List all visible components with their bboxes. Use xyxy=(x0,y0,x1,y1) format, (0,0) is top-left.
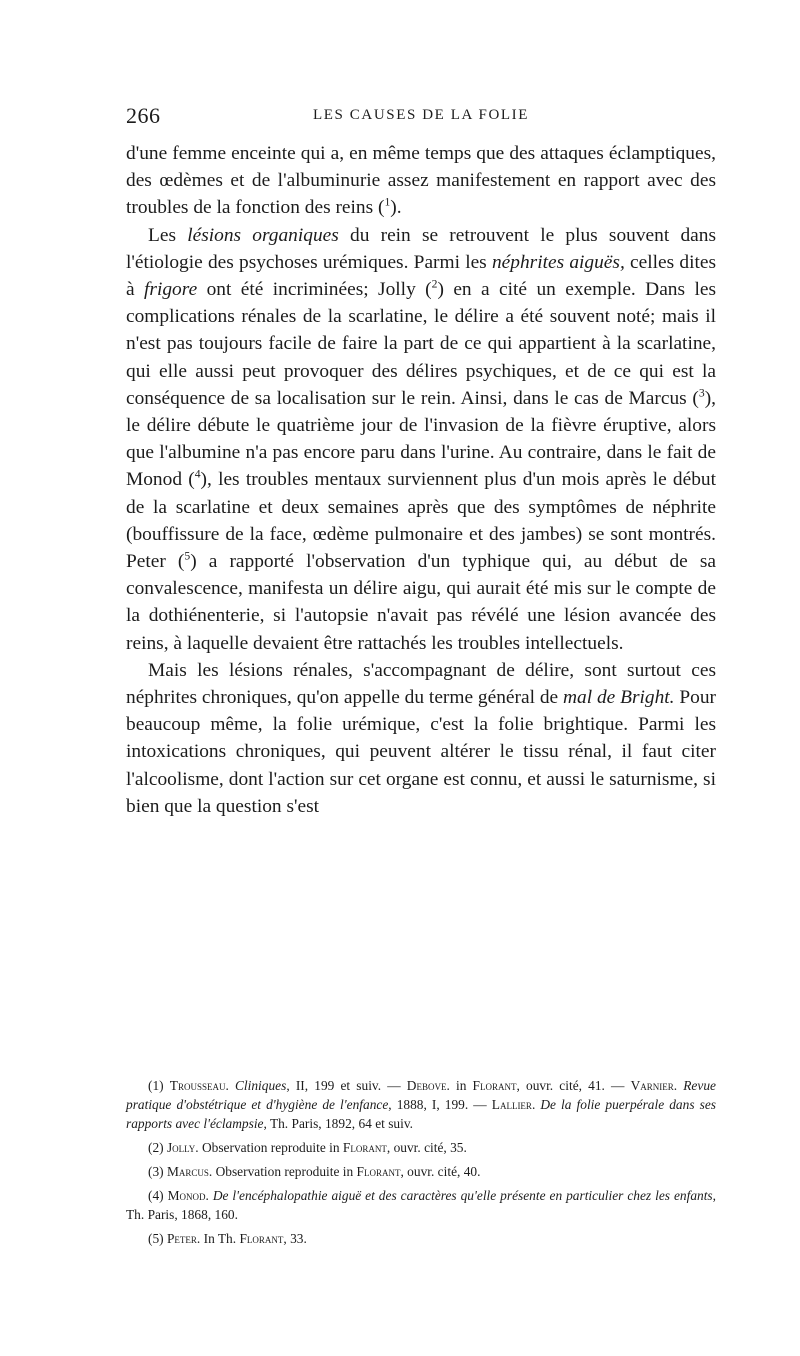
text-run: d'une femme enceinte qui a, en même temps que des attaques éclamptiques, des œdèmes et de l'albuminurie assez manifestement en rapport avec des troubles de la fonction des reins ( xyxy=(126,143,716,219)
emphasis: mal de Bright. xyxy=(563,687,675,709)
text-run: Pour beaucoup même, la folie urémique, c'est la folie brightique. Parmi les intoxications chroniques, qui peuvent altérer le tissu rénal, il faut citer l'alcoolisme, dont l'action sur cet organe est connu, et aussi le saturnisme, si bien que la question s'est xyxy=(126,687,717,817)
work-title: Revue pratique d'obstétrique et d'hygiène de l'enfance xyxy=(126,1078,716,1112)
author-name: Marcus xyxy=(166,1164,209,1179)
footnote-ref-4: 4 xyxy=(194,467,201,481)
text-run: , Th. Paris, 1868, 160. xyxy=(126,1188,716,1222)
author-name: Jolly xyxy=(166,1140,196,1155)
text-run: ), le délire débute le quatrième jour de l'invasion de la fièvre éruptive, alors que l'albumine n'a pas encore paru dans l'urine. Au contraire, dans le fait de Monod ( xyxy=(126,387,716,491)
footnote-number: (2) xyxy=(148,1140,167,1155)
running-title: LES CAUSES DE LA FOLIE xyxy=(312,107,530,123)
author-name: Peter xyxy=(166,1231,197,1246)
author-name: Trousseau xyxy=(169,1078,226,1093)
text-run: . In Th. xyxy=(196,1231,240,1246)
footnotes xyxy=(126,1076,716,1248)
author-name: Debove xyxy=(406,1078,447,1093)
text-run: ) en a cité un exemple. Dans les complications rénales de la scarlatine, le délire a été souvent noté; mais il n'est pas toujours facile de faire la part de ce qui appartient à la scarlatine, qui elle aussi peut provoquer des délires psychiques, et de ce qui est la conséquence de sa localisation sur le rein. Ainsi, dans le cas de Marcus ( xyxy=(126,279,716,409)
author-name: Lallier xyxy=(491,1097,532,1112)
work-title: Cliniques xyxy=(234,1078,287,1093)
footnote-3 xyxy=(126,1162,716,1181)
emphasis: lésions organiques xyxy=(187,224,339,246)
text-run: , 1888, I, 199. — xyxy=(388,1097,492,1112)
text-run: . xyxy=(531,1097,541,1112)
text-run: ), les troubles mentaux surviennent plus d'un mois après le début de la scarlatine et deux semaines après que des symptômes de néphrite (bouffissure de la face, œdème pulmonaire et des jambes) se sont montrés. Peter ( xyxy=(126,469,716,573)
text-run: . xyxy=(673,1078,684,1093)
work-title: De l'encéphalopathie aiguë et des caractères qu'elle présente en particulier chez les enfants xyxy=(212,1188,713,1203)
work-title: De la folie puerpérale dans ses rapports avec l'éclampsie xyxy=(126,1097,716,1131)
text-run: . in xyxy=(446,1078,473,1093)
text-run: , II, 199 et suiv. — xyxy=(286,1078,407,1093)
text-run: ont été incriminées; Jolly ( xyxy=(197,279,432,301)
text-run: celles dites à xyxy=(126,251,716,301)
text-run: , ouvr. cité, 40. xyxy=(400,1164,481,1179)
footnote-2 xyxy=(126,1138,716,1157)
footnote-number: (1) xyxy=(148,1078,170,1093)
paragraph-2 xyxy=(126,222,716,657)
footnote-ref-2: 2 xyxy=(431,277,438,291)
text-run: , 33. xyxy=(283,1231,307,1246)
footnote-ref-1: 1 xyxy=(384,195,391,209)
text-run: . Observation reproduite in xyxy=(208,1164,357,1179)
text-run: . xyxy=(225,1078,235,1093)
author-name: Florant xyxy=(472,1078,517,1093)
text-run: . xyxy=(205,1188,213,1203)
main-text xyxy=(126,140,716,820)
emphasis: frigore xyxy=(144,279,198,301)
author-name: Monod xyxy=(167,1188,206,1203)
text-run: , Th. Paris, 1892, 64 et suiv. xyxy=(263,1116,414,1131)
page-header xyxy=(126,103,716,133)
author-name: Florant xyxy=(356,1164,401,1179)
paragraph-1 xyxy=(126,140,716,222)
footnote-ref-5: 5 xyxy=(184,549,191,563)
text-run: ) a rapporté l'observation d'un typhique qui, au début de sa convalescence, manifesta un délire aigu, qui aurait été mis sur le compte de la dothiénenterie, si l'autopsie n'avait pas révélé une lésion avancée des reins, à laquelle devaient être rattachés les troubles intellectuels. xyxy=(126,551,716,654)
text-run: — xyxy=(611,1078,631,1093)
author-name: Florant xyxy=(342,1140,387,1155)
text-run: Les xyxy=(148,224,188,246)
footnote-ref-3: 3 xyxy=(698,386,705,400)
emphasis: néphrites aiguës, xyxy=(491,251,625,273)
text-run: Mais les lésions rénales, s'accompagnant de délire, sont surtout ces néphrites chroniques, qu'on appelle du terme général de xyxy=(126,659,716,709)
footnote-number: (3) xyxy=(148,1164,167,1179)
author-name: Varnier xyxy=(630,1078,674,1093)
footnote-number: (5) xyxy=(148,1231,167,1246)
footnote-number: (4) xyxy=(148,1188,168,1203)
text-run: , ouvr. cité, 41. xyxy=(516,1078,605,1093)
text-run: ). xyxy=(390,197,402,219)
paragraph-3 xyxy=(126,657,716,820)
text-run: du rein se retrouvent le plus souvent dans l'étiologie des psychoses urémiques. Parmi les xyxy=(126,224,716,273)
page-number: 266 xyxy=(126,103,161,128)
footnote-5 xyxy=(126,1229,716,1248)
author-name: Florant xyxy=(239,1231,284,1246)
footnote-4 xyxy=(126,1186,716,1224)
footnote-1 xyxy=(126,1076,716,1133)
text-run: . Observation reproduite in xyxy=(195,1140,343,1155)
text-run: , ouvr. cité, 35. xyxy=(386,1140,467,1155)
